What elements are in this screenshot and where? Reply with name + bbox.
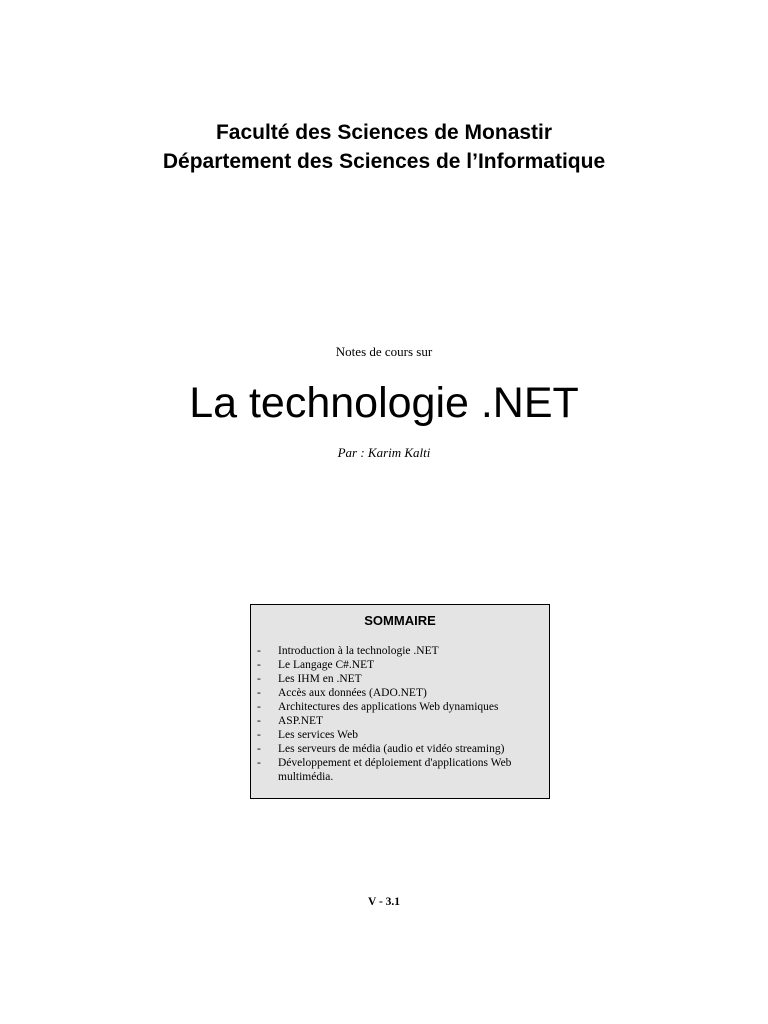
summary-bullet: -: [257, 659, 261, 671]
summary-item: [257, 700, 547, 714]
summary-item-text: Les serveurs de média (audio et vidéo streaming): [278, 743, 505, 755]
summary-box: [250, 604, 550, 799]
summary-item: [257, 658, 547, 672]
document-title: La technologie .NET: [189, 379, 579, 427]
summary-item-text: Architectures des applications Web dynamiques: [278, 701, 499, 713]
summary-bullet: -: [257, 701, 261, 713]
summary-item-text: Les IHM en .NET: [278, 673, 362, 685]
summary-bullet: -: [257, 645, 261, 657]
summary-item: [257, 686, 547, 700]
summary-list: [257, 644, 547, 784]
summary-bullet: -: [257, 757, 261, 769]
version-label: V - 3.1: [367, 896, 401, 908]
summary-item-text: Introduction à la technologie .NET: [278, 645, 439, 657]
author-line: Par : Karim Kalti: [337, 445, 431, 460]
summary-bullet: -: [257, 673, 261, 685]
department-name: Département des Sciences de l’Informatique: [162, 150, 606, 173]
summary-item: [257, 672, 547, 686]
course-notes-intro: Notes de cours sur: [335, 344, 433, 359]
summary-item: [257, 756, 547, 784]
summary-item-text: ASP.NET: [278, 715, 324, 727]
summary-bullet: -: [257, 687, 261, 699]
summary-item: [257, 728, 547, 742]
summary-title: SOMMAIRE: [364, 613, 436, 628]
summary-item-text: Les services Web: [278, 729, 358, 741]
faculty-name: Faculté des Sciences de Monastir: [215, 121, 553, 144]
summary-item-text: Développement et déploiement d'applications Web multimédia.: [278, 757, 512, 783]
summary-item-text: Accès aux données (ADO.NET): [278, 687, 427, 699]
summary-bullet: -: [257, 715, 261, 727]
summary-item: [257, 644, 547, 658]
summary-bullet: -: [257, 729, 261, 741]
summary-item: [257, 714, 547, 728]
summary-bullet: -: [257, 743, 261, 755]
summary-item-text: Le Langage C#.NET: [278, 659, 375, 671]
summary-item: [257, 742, 547, 756]
institution-header: [0, 118, 768, 176]
